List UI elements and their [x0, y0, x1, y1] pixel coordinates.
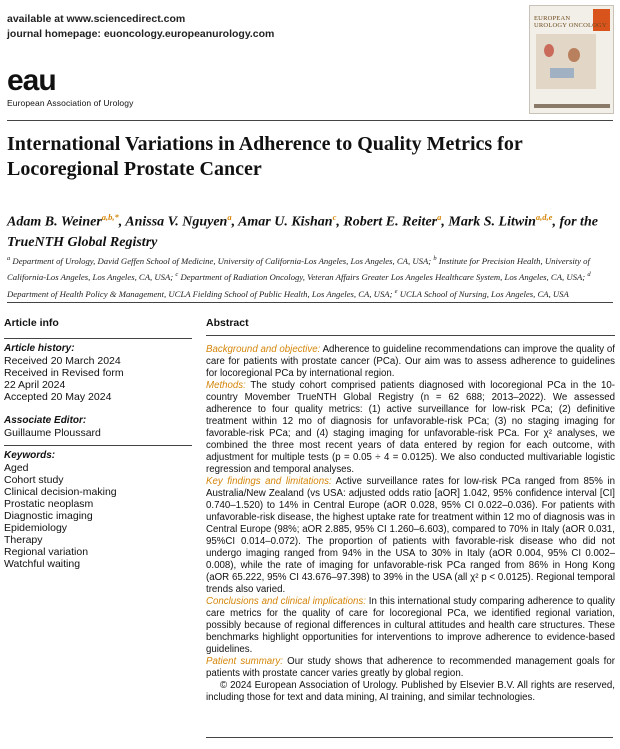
- author-name: Amar U. Kishan: [238, 214, 333, 230]
- journal-header: [7, 12, 274, 42]
- cover-shape-1: [544, 44, 554, 57]
- affil-mark: d: [587, 271, 591, 279]
- background-text: Adherence to guideline recommendations can improve the quality of care for patients with prostate cancer (PCa). Our aim was to assess adherence to guidelines for locoregional PCa by international region.: [206, 344, 615, 379]
- affiliation: Department of Radiation Oncology, Veteran Affairs Greater Los Angeles Healthcare System, Los Angeles, CA, USA;: [180, 272, 586, 283]
- editor-label: Associate Editor:: [4, 415, 87, 426]
- affiliation-rule: [7, 302, 613, 303]
- author-affil-mark[interactable]: a,d,e: [535, 212, 553, 222]
- author-affil-mark[interactable]: a: [437, 212, 442, 222]
- journal-homepage-line: journal homepage: euoncology.europeanurology.com: [7, 28, 275, 40]
- header-rule: [7, 120, 613, 121]
- history-line: Received 20 March 2024: [4, 355, 121, 367]
- affiliation: Institute for Precision Health, University of California-Los Angeles, Los Angeles, CA, USA;: [7, 255, 590, 283]
- keyword[interactable]: Cohort study: [4, 474, 64, 486]
- affil-mark: b: [433, 255, 437, 262]
- affil-mark: c: [175, 271, 179, 279]
- cover-journal-name: EUROPEAN UROLOGY ONCOLOGY: [534, 15, 607, 29]
- affil-mark: e: [394, 287, 398, 295]
- eau-logo-mark: eau: [7, 64, 56, 97]
- summary-text: Our study shows that adherence to recommended management goals for patients with prostate cancer varies greatly by global region.: [206, 656, 615, 679]
- copyright-notice: © 2024 European Association of Urology. Published by Elsevier B.V. All rights are reserved, including those for text and data mining, AI training, and similar technologies.: [206, 680, 615, 703]
- journal-cover-image: [529, 5, 614, 114]
- abstract-methods: [206, 380, 615, 476]
- article-info-rule: [4, 338, 192, 339]
- author-affil-mark[interactable]: a,b,*: [101, 212, 119, 222]
- keyword[interactable]: Prostatic neoplasm: [4, 498, 94, 510]
- affiliation: UCLA School of Nursing, Los Angeles, CA, USA: [399, 288, 569, 299]
- author-name: Robert E. Reiter: [343, 214, 438, 230]
- affil-mark: a: [7, 255, 11, 262]
- spacer: [4, 403, 192, 415]
- conclusions-text: In this international study comparing adherence to quality care metrics for the quality of care for locoregional PCa, we identified regional variation, possibly because of regional differences in cultural attitudes and health care structures. These benchmarks highlight opportunities for interventions to improve adherence to evidence-based guidelines.: [206, 596, 616, 655]
- history-line: 22 April 2024: [4, 379, 66, 391]
- author-affil-mark[interactable]: c: [332, 212, 337, 222]
- editor-name: Guillaume Ploussard: [4, 427, 101, 439]
- eau-logo: [7, 66, 133, 108]
- history-label: Article history:: [4, 343, 75, 354]
- abstract-conclusions: [206, 596, 615, 656]
- article-title: International Variations in Adherence to Quality Metrics for Locoregional Prostate Cancer: [7, 133, 523, 180]
- affiliation: Department of Health Policy & Management, UCLA Fielding School of Public Health, Los Angeles, CA, USA;: [7, 288, 393, 299]
- conclusions-label: Conclusions and clinical implications:: [206, 596, 366, 607]
- keyword[interactable]: Aged: [4, 462, 29, 474]
- author-name: Mark S. Litwin: [448, 214, 536, 230]
- author-list: Adam B. Weiner$^{a,b,*}$, Anissa V. Nguyen$^a$, Amar U. Kishan$^c$, Robert E. Reiter$^a$, Mark S. Litwin$^{a,d,e}$, for the TrueNTH Global Registry: [7, 212, 598, 250]
- summary-label: Patient summary:: [206, 656, 283, 667]
- keyword[interactable]: Clinical decision-making: [4, 486, 117, 498]
- abstract-heading: Abstract: [206, 317, 249, 329]
- article-info-heading: Article info: [4, 317, 59, 329]
- history-line: Accepted 20 May 2024: [4, 391, 112, 403]
- keyword[interactable]: Therapy: [4, 534, 43, 546]
- cover-footer-bar: [534, 104, 610, 108]
- keyword[interactable]: Epidemiology: [4, 522, 68, 534]
- history-line: Received in Revised form: [4, 367, 124, 379]
- authors-suffix: for the TrueNTH Global Registry: [7, 214, 598, 250]
- findings-label: Key findings and limitations:: [206, 476, 332, 487]
- eau-logo-name: European Association of Urology: [7, 98, 134, 108]
- author-name: Anissa V. Nguyen: [125, 214, 228, 230]
- keyword[interactable]: Diagnostic imaging: [4, 510, 93, 522]
- cover-shape-3: [550, 68, 574, 78]
- keyword[interactable]: Regional variation: [4, 546, 89, 558]
- keywords-label: Keywords:: [4, 450, 56, 461]
- abstract-column: [206, 316, 615, 704]
- abstract-summary: [206, 656, 615, 680]
- abstract-findings: [206, 476, 615, 596]
- cover-figure: [536, 34, 596, 89]
- author-affil-mark[interactable]: a: [227, 212, 232, 222]
- affiliations: [7, 252, 615, 301]
- article-info-column: [4, 316, 192, 570]
- findings-text: Active surveillance rates for low-risk PCa ranged from 85% in Australia/New Zealand (vs USA: adjusted odds ratio [aOR] 1.042, 95% confidence interval [CI] 0.740–1.520) to 14% in Central Europe (aOR 0.028, 95% CI 0.022–0.036). For patients with unfavorable-risk disease, the highest uptake rate for treatment within 12 mo of diagnosis was in Central Europe (98%; aOR 2.885, 95% CI 1.260–6.603), compared to 70% in Italy (aOR 0.031, 95%CI 0.014–0.072). The proportion of patients with favorable-risk disease who did not undergo imaging ranged from 94% in the USA to 30% in Italy (aOR 0.004, 95% CI 0.002–0.008), while the rate of imaging for unfavorable-risk PCa ranged from 86% in Hong Kong (aOR 65.222, 95% CI 43.676–97.398) to 39% in the USA (all χ² p < 0.0125). Regional temporal trends also varied.: [206, 476, 615, 595]
- methods-label: Methods:: [206, 380, 246, 391]
- keywords-rule: [4, 445, 192, 446]
- keyword[interactable]: Watchful waiting: [4, 558, 81, 570]
- author-name: Adam B. Weiner: [7, 214, 102, 230]
- cover-shape-2: [568, 48, 580, 62]
- abstract-body: [206, 335, 615, 704]
- background-label: Background and objective:: [206, 344, 321, 355]
- methods-text: The study cohort comprised patients diagnosed with locoregional PCa in the 10-country Movember TrueNTH Global Registry (n = 62 688; 2013–2022). We assessed adherence to four quality metrics: (1) active surveillance for low-risk PCa; (2) definitive treatment within 12 mo of diagnosis for unfavorable-risk PCa; (3) no staging imaging for favorable-risk PCa; and (4) staging imaging for unfavorable-risk PCa. For χ² analyses, we combined the three most recent years of data entered by region for each outcome, with adjustment for multiple tests (p = 0.05 ÷ 4 = 0.0125). We also conducted multivariable logistic regression and temporal analyses.: [206, 380, 615, 475]
- footer-rule: [206, 737, 613, 738]
- sciencedirect-line: available at www.sciencedirect.com: [7, 13, 186, 25]
- abstract-background: [206, 344, 615, 380]
- affiliation: Department of Urology, David Geffen School of Medicine, University of California-Los Angeles, Los Angeles, CA, USA;: [12, 255, 432, 266]
